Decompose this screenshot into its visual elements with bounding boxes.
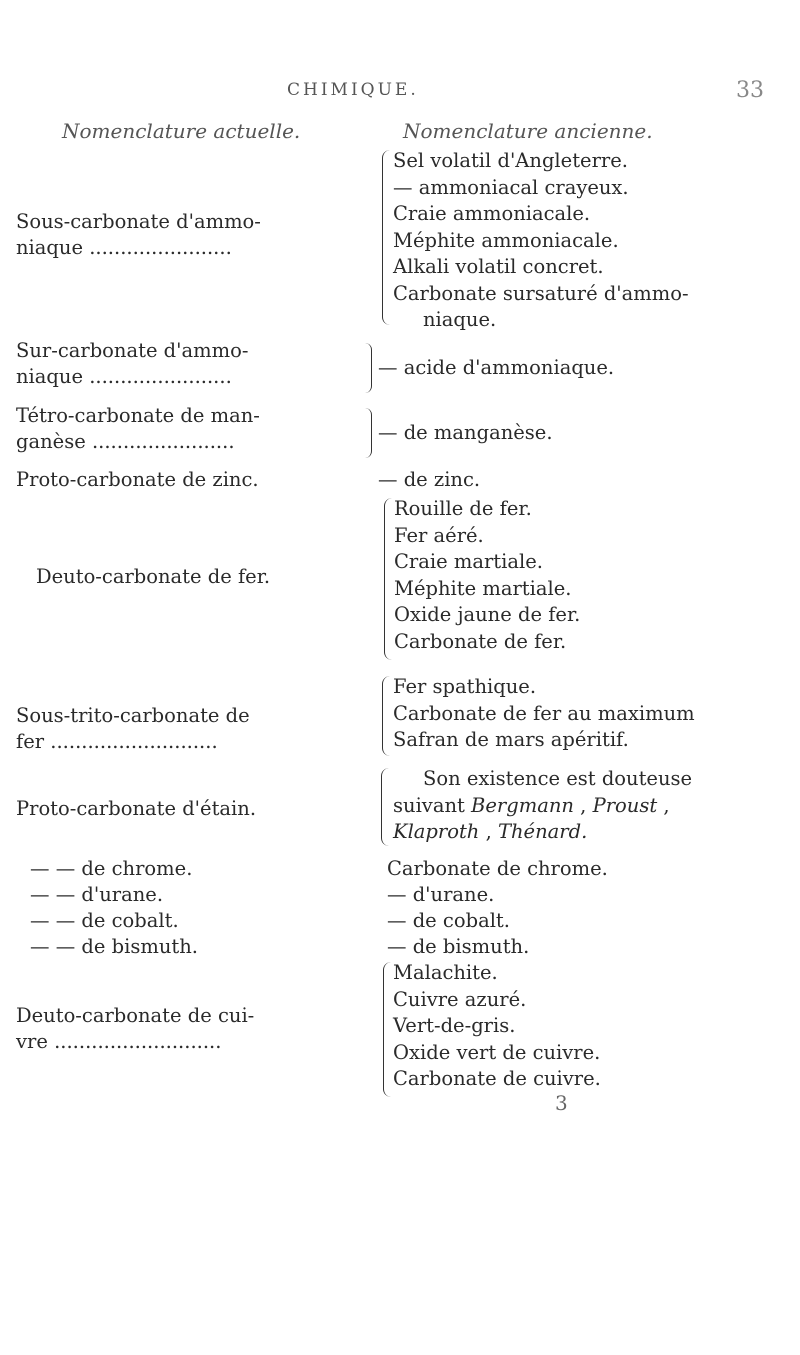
old-names [378, 467, 480, 494]
text-line: Carbonate de chrome. [387, 857, 608, 880]
text-line: Oxide jaune de fer. [394, 603, 581, 626]
old-names [393, 960, 601, 1093]
current-names-list [30, 856, 198, 960]
text-line: Méphite ammoniacale. [393, 228, 619, 252]
text-line: Fer spathique. [393, 675, 537, 698]
text-line: Craie martiale. [394, 550, 543, 573]
text-line: Malachite. [393, 961, 498, 984]
old-names [378, 420, 553, 447]
brace [365, 408, 372, 458]
text-line: Carbonate sursaturé d'ammo- [393, 281, 689, 305]
separator: , [580, 793, 587, 817]
text-line: Son existence est douteuse [423, 767, 693, 790]
text-line: Safran de mars apéritif. [393, 728, 629, 751]
text-line: Oxide vert de cuivre. [393, 1040, 601, 1064]
old-names [378, 355, 614, 382]
text-line: Carbonate de fer au maximum [393, 701, 695, 725]
separator: , [663, 793, 670, 817]
text-line: Sous-carbonate d'ammo- [16, 210, 261, 233]
text-line: Deuto-carbonate de fer. [36, 565, 271, 588]
text-line: — — d'urane. [30, 883, 164, 906]
old-names [393, 674, 695, 754]
current-name [16, 703, 250, 755]
brace [384, 498, 392, 660]
separator: , [485, 820, 492, 843]
text-line: Rouille de fer. [394, 497, 532, 520]
column-heading-old: Nomenclature ancienne. [403, 119, 653, 143]
text-line [393, 819, 692, 846]
page-number: 33 [736, 78, 764, 103]
brace [365, 343, 372, 393]
text-line: Fer aéré. [394, 523, 484, 547]
text-line: Carbonate de fer. [394, 629, 567, 653]
text-line: Vert-de-gris. [393, 1014, 516, 1037]
text-line: Proto-carbonate d'étain. [16, 797, 257, 820]
signature-mark: 3 [555, 1091, 568, 1115]
current-name [36, 564, 270, 590]
text-line: niaque ....................... [16, 365, 232, 388]
column-heading-current: Nomenclature actuelle. [62, 119, 301, 143]
text-line: — acide d'ammoniaque. [378, 356, 615, 379]
current-name [16, 1003, 254, 1055]
text-line [393, 793, 692, 820]
text-line: Sur-carbonate d'ammo- [16, 339, 249, 362]
text-line: niaque. [423, 308, 497, 331]
text-line: — — de bismuth. [30, 935, 198, 958]
current-name [16, 403, 260, 455]
text-run: suivant [393, 793, 465, 817]
author-name: Bergmann [471, 793, 574, 817]
current-name [16, 467, 259, 493]
text-line: ganèse ....................... [16, 430, 235, 453]
text-line: Carbonate de cuivre. [393, 1067, 601, 1090]
brace [381, 768, 389, 846]
text-line: Proto-carbonate de zinc. [16, 468, 259, 491]
text-line: Sel volatil d'Angleterre. [393, 149, 628, 172]
running-title: CHIMIQUE. [287, 80, 419, 100]
text-line: Sous-trito-carbonate de [16, 704, 250, 727]
text-line: Deuto-carbonate de cui- [16, 1004, 255, 1027]
text-line: vre ........................... [16, 1030, 222, 1053]
text-line: — — de chrome. [30, 857, 193, 880]
text-line: fer ........................... [16, 730, 218, 753]
text-line: Alkali volatil concret. [393, 255, 604, 278]
text-line: — de zinc. [378, 468, 481, 491]
text-line: Cuivre azuré. [393, 987, 527, 1011]
author-name: Proust [592, 793, 658, 817]
old-names-list [387, 856, 608, 960]
old-names [394, 496, 580, 655]
text-line: — d'urane. [387, 883, 495, 906]
current-name [16, 338, 248, 390]
text-line: niaque ....................... [16, 236, 232, 259]
author-name: Klaproth [393, 820, 480, 843]
old-names [393, 766, 692, 846]
brace [383, 962, 391, 1097]
text-line: Craie ammoniacale. [393, 202, 591, 225]
text-line: — ammoniacal crayeux. [393, 175, 629, 199]
text-line: — — de cobalt. [30, 909, 179, 932]
text-line: Tétro-carbonate de man- [16, 404, 260, 427]
text-line: — de cobalt. [387, 909, 510, 932]
text-line: Méphite martiale. [394, 576, 572, 600]
text-line: — de manganèse. [378, 421, 553, 444]
current-name [16, 209, 261, 261]
author-name: Thénard. [497, 820, 588, 843]
old-names [393, 148, 689, 334]
current-name [16, 796, 256, 822]
brace [382, 150, 390, 325]
brace [382, 676, 390, 756]
text-line: — de bismuth. [387, 935, 530, 958]
